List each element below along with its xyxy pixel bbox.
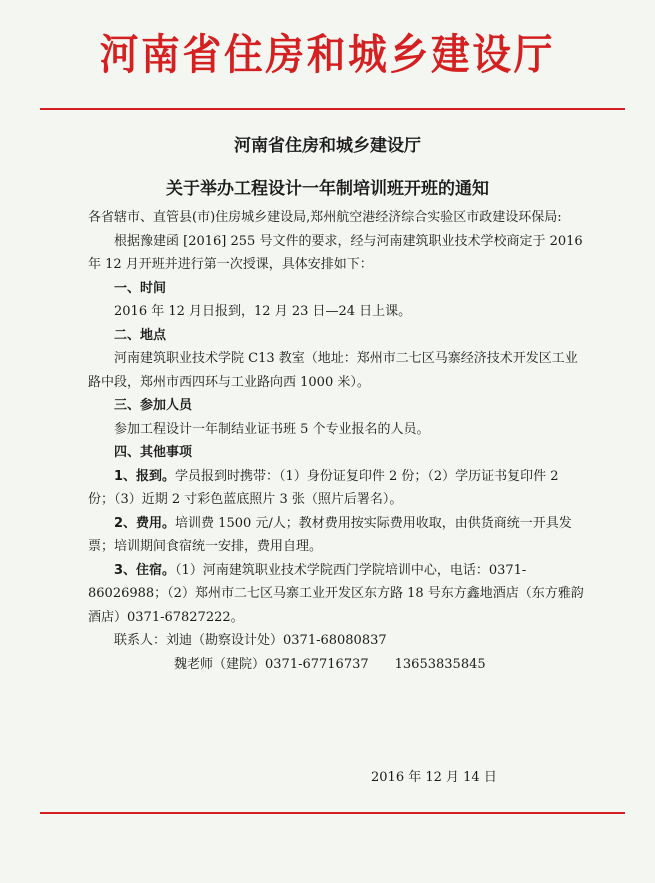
addressee: 各省辖市、直管县(市)住房城乡建设局,郑州航空港经济综合实验区市政建设环保局: [88, 210, 562, 225]
issue-date: 2016 年 12 月 14 日 [371, 770, 497, 785]
item-text: （1）河南建筑职业技术学院西门学院培训中心，电话：0371-86026988；（2）郑州市二七区马寨工业开发区东方路 18 号东方鑫地酒店（东方雅韵酒店）0371-67827222。 [88, 562, 584, 625]
document-title: 关于举办工程设计一年制培训班开班的通知 [166, 179, 489, 199]
contact-line-2: 魏老师（建院）0371-67716737 13653835845 [174, 656, 486, 672]
section-heading-time: 一、时间 [114, 280, 167, 296]
contact-line-1: 联系人：刘迪（勘察设计处）0371-68080837 [114, 633, 387, 648]
other-item-lodging [88, 559, 588, 630]
item-label: 1、报到。 [114, 468, 176, 484]
other-item-registration [88, 465, 588, 512]
section-heading-place: 二、地点 [114, 327, 167, 343]
item-text: 学员报到时携带：（1）身份证复印件 2 份；（2）学历证书复印件 2 份；（3）近期 2 寸彩色蓝底照片 3 张（照片后署名）。 [88, 468, 559, 507]
section-text-time: 2016 年 12 月日报到，12 月 23 日—24 日上课。 [114, 304, 412, 319]
document-body [88, 206, 588, 676]
section-heading-other: 四、其他事项 [114, 445, 193, 460]
issuer-name: 河南省住房和城乡建设厅 [234, 136, 421, 156]
letterhead-title: 河南省住房和城乡建设厅 [99, 30, 556, 79]
section-text-participants: 参加工程设计一年制结业证书班 5 个专业报名的人员。 [114, 421, 430, 437]
letterhead-red-rule [40, 108, 625, 110]
section-heading-participants: 三、参加人员 [114, 398, 193, 413]
item-text: 培训费 1500 元/人；教材费用按实际费用收取，由供货商统一开具发票；培训期间食宿统一安排，费用自理。 [88, 515, 572, 554]
item-label: 2、费用。 [114, 515, 176, 531]
section-text-place: 河南建筑职业技术学院 C13 教室（地址：郑州市二七区马寨经济技术开发区工业路中段，郑州市西四环与工业路向西 1000 米）。 [88, 351, 578, 390]
other-item-fees [88, 512, 588, 559]
footer-red-rule [40, 812, 625, 814]
item-label: 3、住宿。 [114, 562, 176, 578]
intro-paragraph: 根据豫建函 [2016] 255 号文件的要求，经与河南建筑职业技术学校商定于 2016 年 12 月开班并进行第一次授课，具体安排如下： [88, 233, 583, 272]
